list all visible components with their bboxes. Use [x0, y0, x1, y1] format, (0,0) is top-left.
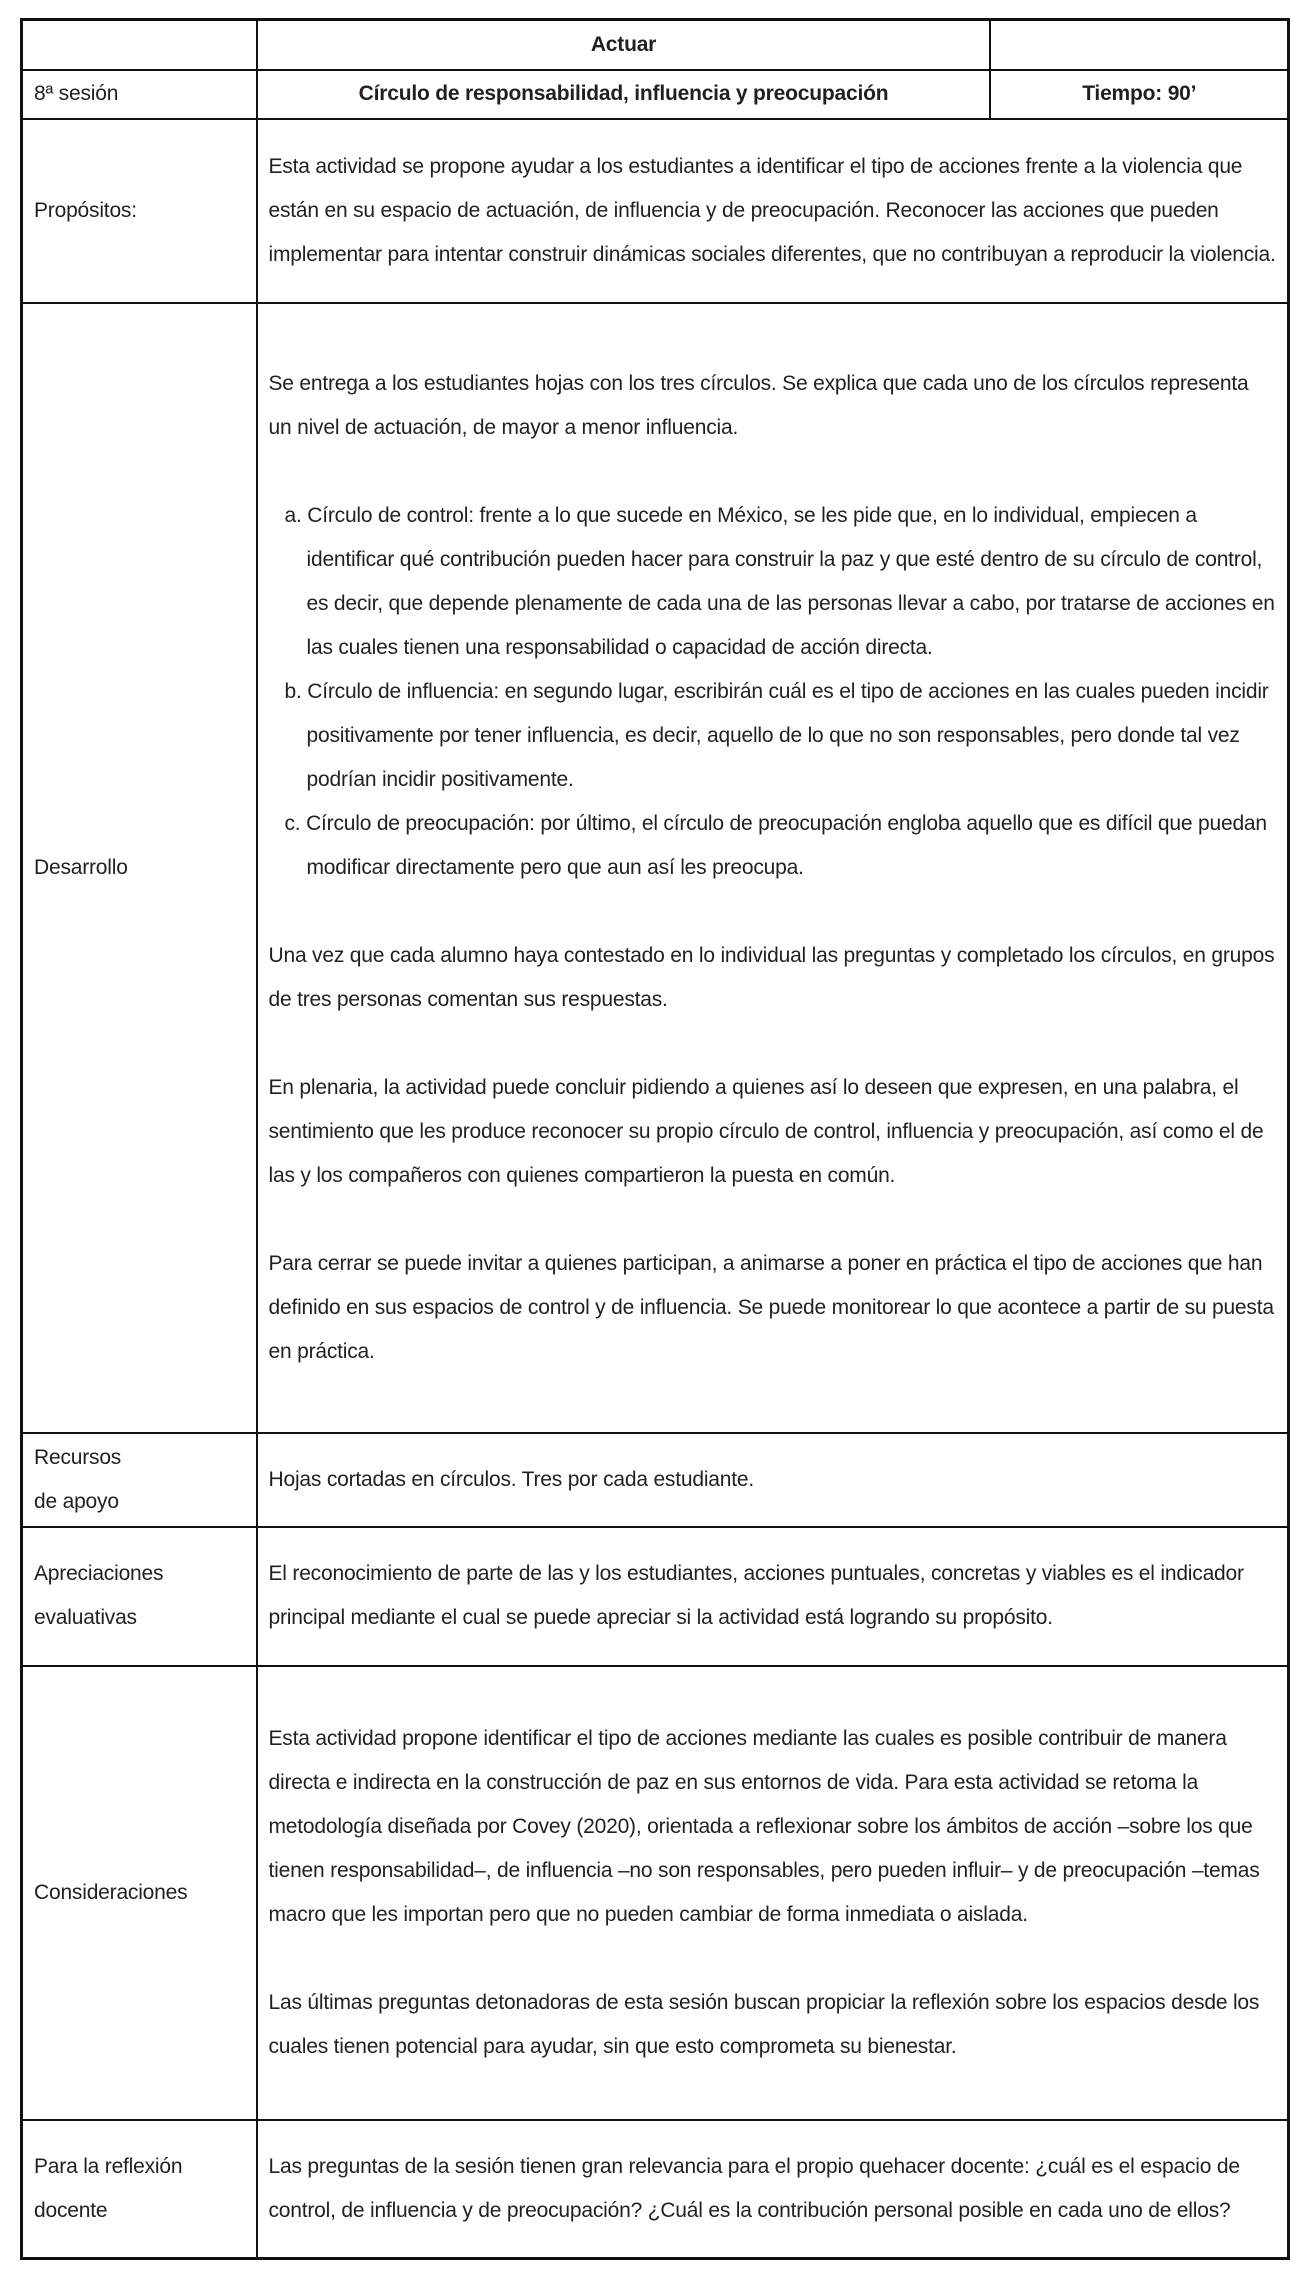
- spacer: [269, 1937, 1278, 1981]
- recursos-label-line2: de apoyo: [34, 1489, 119, 1513]
- session-plan-table: [20, 18, 1290, 2260]
- circle-item-control: a. Círculo de control: frente a lo que sucede en México, se les pide que, en lo individual, empiecen a identificar qué contribución pueden hacer para construir la paz y que esté dentro de su círculo de control, es decir, que depende plenamente de cada una de las personas llevar a cabo, por tratarse de acciones en las cuales tienen una responsabilidad o capacidad de acción directa.: [284, 503, 1275, 659]
- spacer: [269, 450, 1278, 494]
- consideraciones-label: Consideraciones: [22, 1666, 257, 2120]
- desarrollo-content: [257, 303, 1289, 1433]
- session-time: Tiempo: 90’: [990, 70, 1289, 119]
- propositos-text: [257, 119, 1289, 303]
- row-reflexion-docente: [22, 2120, 1289, 2259]
- reflexion-label-line1: Para la reflexión: [34, 2154, 183, 2178]
- consideraciones-paragraph-2: Las últimas preguntas detonadoras de esta sesión buscan propiciar la reflexión sobre los espacios desde los cuales tienen potencial para ayudar, sin que esto comprometa su bienestar.: [268, 1990, 1260, 2058]
- row-desarrollo: [22, 303, 1289, 1433]
- row-consideraciones: [22, 1666, 1289, 2120]
- recursos-paragraph: Hojas cortadas en círculos. Tres por cada estudiante.: [268, 1467, 754, 1491]
- reflexion-paragraph: Las preguntas de la sesión tienen gran relevancia para el propio quehacer docente: ¿cuál es el espacio de control, de influencia y de preocupación? ¿Cuál es la contribución personal posible en cada uno de ellos?: [268, 2154, 1240, 2222]
- propositos-label: Propósitos:: [22, 119, 257, 303]
- row-apreciaciones: [22, 1527, 1289, 1666]
- propositos-paragraph: Esta actividad se propone ayudar a los estudiantes a identificar el tipo de acciones frente a la violencia que están en su espacio de actuación, de influencia y de preocupación. Reconocer las acciones que pueden implementar para intentar construir dinámicas sociales diferentes, que no contribuyan a reproducir la violencia.: [268, 154, 1276, 266]
- apreciaciones-label-line1: Apreciaciones: [34, 1562, 164, 1585]
- circle-list: [269, 494, 1278, 890]
- recursos-text: [257, 1433, 1289, 1527]
- session-title: Círculo de responsabilidad, influencia y preocupación: [257, 70, 990, 119]
- circle-item-concern: c. Círculo de preocupación: por último, el círculo de preocupación engloba aquello que es difícil que puedan modificar directamente pero que aun así les preocupa.: [284, 811, 1267, 879]
- circle-item-influence: b. Círculo de influencia: en segundo lugar, escribirán cuál es el tipo de acciones en las cuales pueden incidir positivamente por tener influencia, es decir, aquello de lo que no son responsables, pero donde tal vez podrían incidir positivamente.: [284, 679, 1269, 791]
- recursos-label: [22, 1433, 257, 1527]
- reflexion-text: [257, 2120, 1289, 2259]
- spacer: [269, 1198, 1278, 1242]
- header-row-session: [22, 70, 1289, 119]
- spacer: [269, 890, 1278, 934]
- session-number: 8ª sesión: [22, 70, 257, 119]
- row-propositos: [22, 119, 1289, 303]
- spacer: [269, 1022, 1278, 1066]
- section-title: Actuar: [257, 20, 990, 70]
- header-empty-left: [22, 20, 257, 70]
- header-empty-right: [990, 20, 1289, 70]
- reflexion-label-line2: docente: [34, 2198, 108, 2222]
- desarrollo-paragraph-plenary: En plenaria, la actividad puede concluir pidiendo a quienes así lo deseen que expresen, en una palabra, el sentimiento que les produce reconocer su propio círculo de control, influencia y preocupación, así como el de las y los compañeros con quienes compartieron la puesta en común.: [268, 1075, 1264, 1187]
- desarrollo-label: Desarrollo: [22, 303, 257, 1433]
- desarrollo-intro: Se entrega a los estudiantes hojas con los tres círculos. Se explica que cada uno de los círculos representa un nivel de actuación, de mayor a menor influencia.: [268, 371, 1249, 439]
- apreciaciones-label: [22, 1527, 257, 1666]
- reflexion-label: [22, 2120, 257, 2259]
- consideraciones-content: [257, 1666, 1289, 2120]
- header-row-title: [22, 20, 1289, 70]
- row-recursos: [22, 1433, 1289, 1527]
- desarrollo-paragraph-closing: Para cerrar se puede invitar a quienes participan, a animarse a poner en práctica el tipo de acciones que han definido en sus espacios de control y de influencia. Se puede monitorear lo que acontece a partir de su puesta en práctica.: [268, 1251, 1274, 1363]
- apreciaciones-text: [257, 1527, 1289, 1666]
- desarrollo-paragraph-groups: Una vez que cada alumno haya contestado en lo individual las preguntas y completado los círculos, en grupos de tres personas comentan sus respuestas.: [268, 943, 1275, 1011]
- apreciaciones-paragraph: El reconocimiento de parte de las y los estudiantes, acciones puntuales, concretas y viables es el indicador principal mediante el cual se puede apreciar si la actividad está logrando su propósito.: [268, 1562, 1244, 1629]
- apreciaciones-label-line2: evaluativas: [34, 1606, 137, 1629]
- recursos-label-line1: Recursos: [34, 1445, 122, 1469]
- consideraciones-paragraph-1: Esta actividad propone identificar el tipo de acciones mediante las cuales es posible contribuir de manera directa e indirecta en la construcción de paz en sus entornos de vida. Para esta actividad se retoma la metodología diseñada por Covey (2020), orientada a reflexionar sobre los ámbitos de acción –sobre los que tienen responsabilidad–, de influencia –no son responsables, pero pueden influir– y de preocupación –temas macro que les importan pero que no pueden cambiar de forma inmediata o aislada.: [268, 1726, 1260, 1926]
